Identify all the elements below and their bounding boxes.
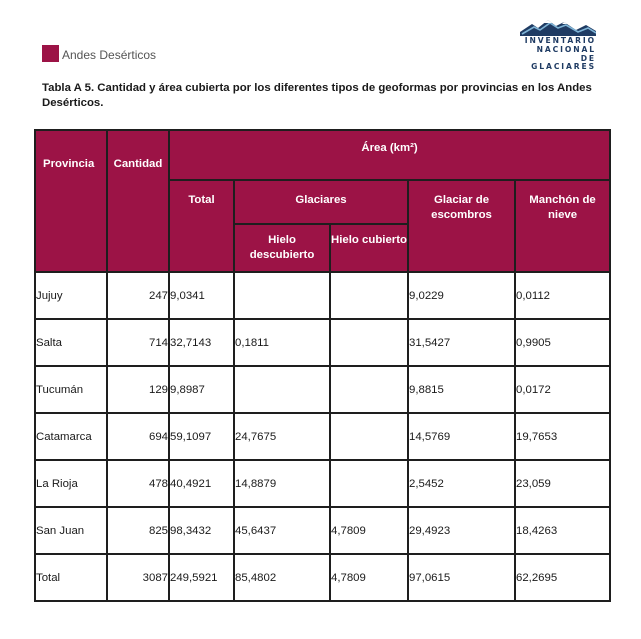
cell-glaciar-escombros: 31,5427 — [408, 319, 515, 366]
cell-total: 40,4921 — [169, 460, 234, 507]
cell-cantidad: 3087 — [107, 554, 169, 601]
cell-total: 9,8987 — [169, 366, 234, 413]
table-row — [35, 460, 610, 507]
cell-glaciar-escombros: 14,5769 — [408, 413, 515, 460]
cell-provincia: San Juan — [35, 507, 107, 554]
cell-hielo-descubierto — [234, 272, 330, 319]
cell-hielo-descubierto — [234, 366, 330, 413]
cell-hielo-cubierto — [330, 272, 408, 319]
cell-manchon-nieve: 18,4263 — [515, 507, 610, 554]
cell-total: 98,3432 — [169, 507, 234, 554]
header-hielo-descubierto: Hielo descubierto — [234, 224, 330, 272]
cell-provincia: Total — [35, 554, 107, 601]
cell-glaciar-escombros: 9,8815 — [408, 366, 515, 413]
cell-manchon-nieve: 0,0172 — [515, 366, 610, 413]
table-row — [35, 413, 610, 460]
header-provincia: Provincia — [35, 130, 107, 272]
table-row — [35, 366, 610, 413]
cell-hielo-descubierto: 14,8879 — [234, 460, 330, 507]
cell-provincia: Jujuy — [35, 272, 107, 319]
cell-provincia: Tucumán — [35, 366, 107, 413]
cell-manchon-nieve: 23,059 — [515, 460, 610, 507]
cell-glaciar-escombros: 29,4923 — [408, 507, 515, 554]
logo-line-2: NACIONAL — [536, 45, 596, 54]
inventario-logo — [512, 18, 596, 71]
cell-glaciar-escombros: 97,0615 — [408, 554, 515, 601]
cell-provincia: La Rioja — [35, 460, 107, 507]
cell-cantidad: 825 — [107, 507, 169, 554]
cell-provincia: Salta — [35, 319, 107, 366]
header-area: Área (km²) — [169, 130, 610, 180]
logo-line-3: DE GLACIARES — [531, 54, 596, 71]
mountain-icon — [520, 18, 596, 36]
cell-glaciar-escombros: 2,5452 — [408, 460, 515, 507]
cell-cantidad: 129 — [107, 366, 169, 413]
cell-hielo-descubierto: 0,1811 — [234, 319, 330, 366]
table-row-total — [35, 554, 610, 601]
header-hielo-cubierto: Hielo cubierto — [330, 224, 408, 272]
cell-manchon-nieve: 62,2695 — [515, 554, 610, 601]
cell-hielo-cubierto: 4,7809 — [330, 507, 408, 554]
cell-total: 9,0341 — [169, 272, 234, 319]
geoformas-table — [34, 129, 611, 602]
header-cantidad: Cantidad — [107, 130, 169, 272]
cell-manchon-nieve: 19,7653 — [515, 413, 610, 460]
cell-cantidad: 714 — [107, 319, 169, 366]
cell-cantidad: 694 — [107, 413, 169, 460]
cell-hielo-cubierto — [330, 460, 408, 507]
cell-total: 59,1097 — [169, 413, 234, 460]
cell-hielo-descubierto: 24,7675 — [234, 413, 330, 460]
cell-total: 32,7143 — [169, 319, 234, 366]
cell-cantidad: 478 — [107, 460, 169, 507]
cell-manchon-nieve: 0,9905 — [515, 319, 610, 366]
header-manchon-nieve: Manchón de nieve — [515, 180, 610, 272]
header-total: Total — [169, 180, 234, 272]
table-row — [35, 507, 610, 554]
header-glaciares: Glaciares — [234, 180, 408, 224]
header-glaciar-escombros: Glaciar de escombros — [408, 180, 515, 272]
cell-hielo-cubierto: 4,7809 — [330, 554, 408, 601]
table-row — [35, 319, 610, 366]
section-marker — [42, 45, 59, 62]
cell-glaciar-escombros: 9,0229 — [408, 272, 515, 319]
cell-hielo-cubierto — [330, 366, 408, 413]
cell-hielo-descubierto: 45,6437 — [234, 507, 330, 554]
section-title: Andes Desérticos — [62, 48, 157, 62]
table-caption: Tabla A 5. Cantidad y área cubierta por los diferentes tipos de geoformas por provincias en los Andes Desérticos. — [42, 82, 592, 109]
cell-hielo-cubierto — [330, 413, 408, 460]
cell-provincia: Catamarca — [35, 413, 107, 460]
cell-cantidad: 247 — [107, 272, 169, 319]
cell-hielo-cubierto — [330, 319, 408, 366]
cell-manchon-nieve: 0,0112 — [515, 272, 610, 319]
cell-hielo-descubierto: 85,4802 — [234, 554, 330, 601]
cell-total: 249,5921 — [169, 554, 234, 601]
table-row — [35, 272, 610, 319]
logo-line-1: INVENTARIO — [524, 36, 596, 45]
